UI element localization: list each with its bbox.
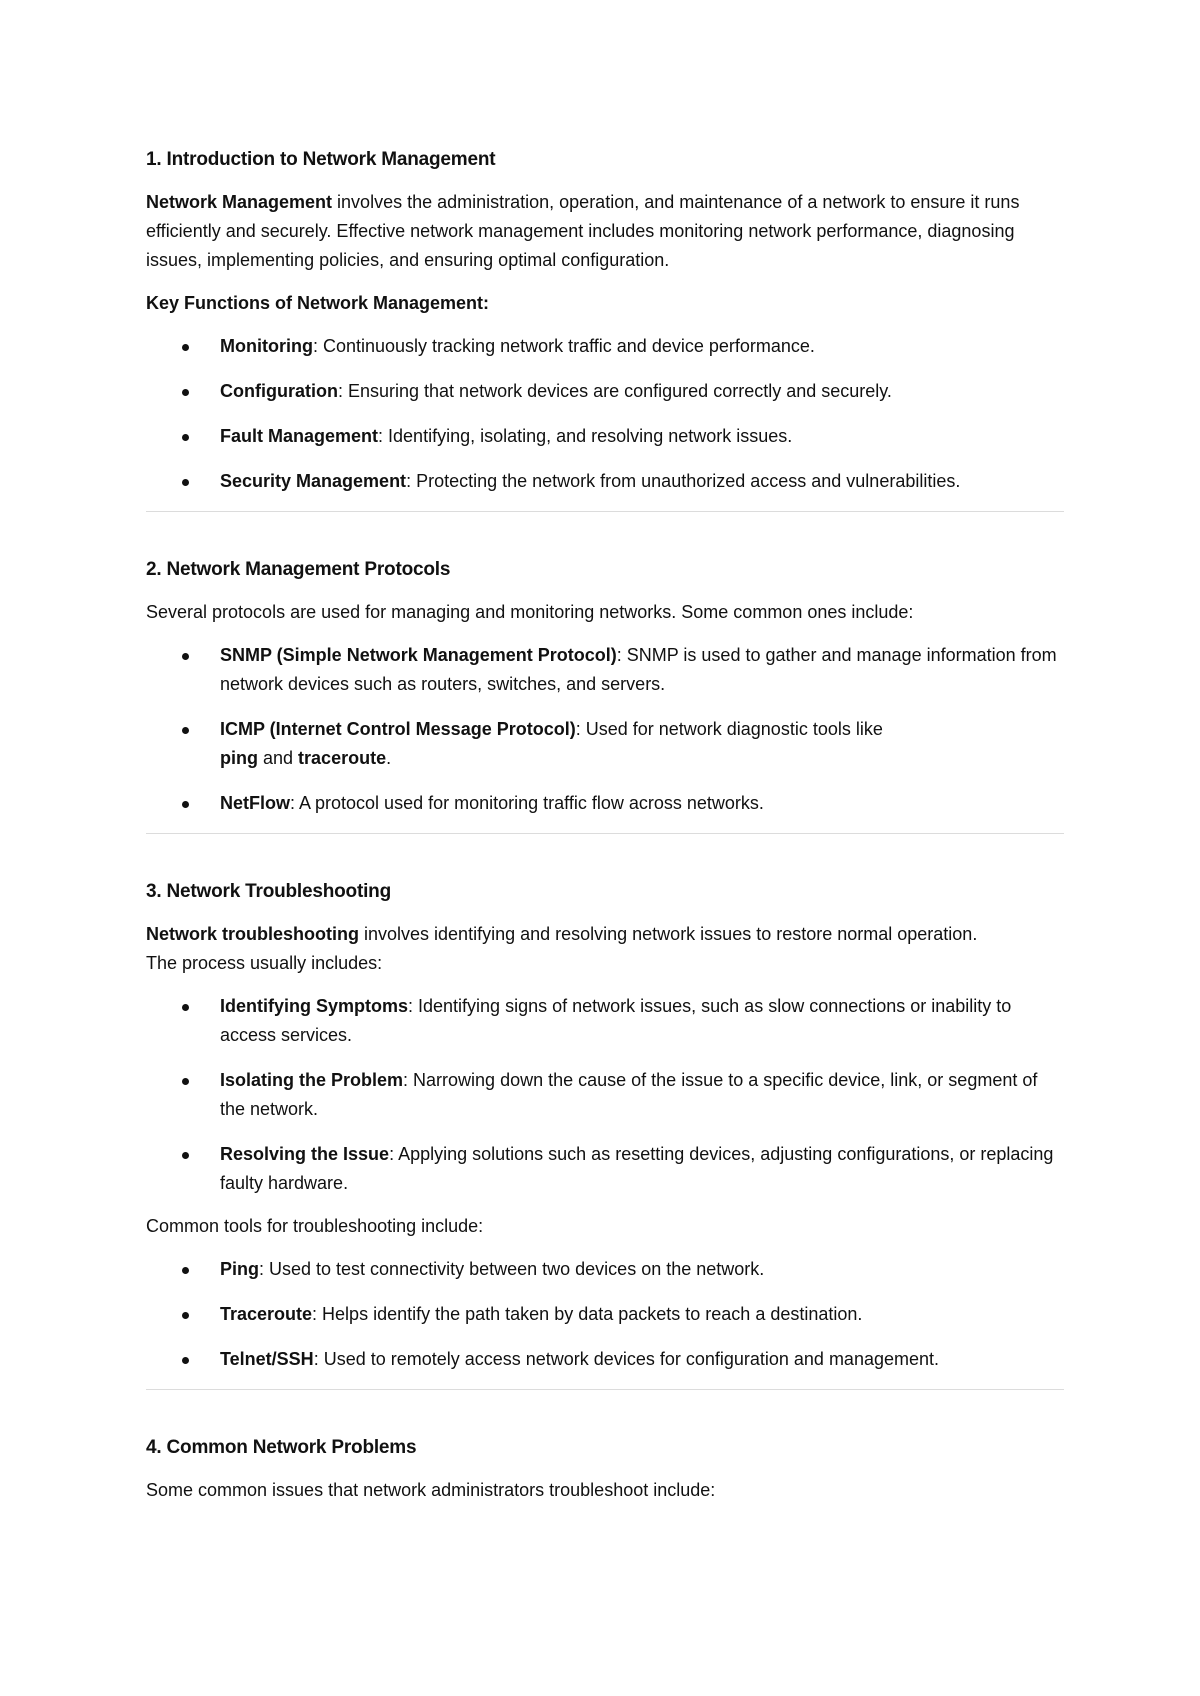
list-item: Traceroute: Helps identify the path taken by data packets to reach a destination.: [146, 1300, 1064, 1329]
list-item: ICMP (Internet Control Message Protocol): Used for network diagnostic tools like ping and traceroute.: [146, 715, 1064, 773]
list-item: SNMP (Simple Network Management Protocol): SNMP is used to gather and manage information from network devices such as routers, switches, and servers.: [146, 641, 1064, 699]
document-page: [146, 146, 1064, 1505]
section-title: 4. Common Network Problems: [146, 1437, 417, 1458]
section-title: 3. Network Troubleshooting: [146, 881, 391, 902]
list-item: NetFlow: A protocol used for monitoring traffic flow across networks.: [146, 789, 1064, 818]
section-divider: [146, 833, 1064, 834]
intro-term: Network Management: [146, 192, 333, 212]
bullet-icon: [182, 1267, 189, 1274]
section-title: 1. Introduction to Network Management: [146, 149, 496, 170]
subheading: Key Functions of Network Management:: [146, 293, 490, 313]
section-common-problems: [146, 1434, 1064, 1505]
list-item: Fault Management: Identifying, isolating, and resolving network issues.: [146, 422, 1064, 451]
bullet-icon: [182, 344, 189, 351]
list-item: Identifying Symptoms: Identifying signs of network issues, such as slow connections or inability to access services.: [146, 992, 1064, 1050]
bullet-icon: [182, 389, 189, 396]
section-divider: [146, 511, 1064, 512]
list-item: Monitoring: Continuously tracking network traffic and device performance.: [146, 332, 1064, 361]
key-functions-list: [146, 332, 1064, 496]
intro-paragraph: Network troubleshooting involves identifying and resolving network issues to restore normal operation. The process usually includes:: [146, 924, 978, 973]
bullet-icon: [182, 434, 189, 441]
intro-text: involves the administration, operation, and maintenance of a network to ensure it runs efficiently and securely. Effective network management includes monitoring network performance, diagnosing issues, implementing policies, and ensuring optimal configuration.: [146, 192, 1020, 270]
list-item: Isolating the Problem: Narrowing down the cause of the issue to a specific device, link, or segment of the network.: [146, 1066, 1064, 1124]
section-introduction: [146, 146, 1064, 512]
list-item: Resolving the Issue: Applying solutions such as resetting devices, adjusting configurations, or replacing faulty hardware.: [146, 1140, 1064, 1198]
bullet-icon: [182, 1152, 189, 1159]
bullet-icon: [182, 801, 189, 808]
tools-intro: Common tools for troubleshooting include:: [146, 1216, 484, 1236]
bullet-icon: [182, 479, 189, 486]
bullet-icon: [182, 1004, 189, 1011]
list-item: Ping: Used to test connectivity between two devices on the network.: [146, 1255, 1064, 1284]
bullet-icon: [182, 1312, 189, 1319]
list-item: Security Management: Protecting the network from unauthorized access and vulnerabilities.: [146, 467, 1064, 496]
process-list: [146, 992, 1064, 1198]
section-intro: Several protocols are used for managing and monitoring networks. Some common ones include:: [146, 602, 914, 622]
bullet-icon: [182, 1078, 189, 1085]
list-item: Configuration: Ensuring that network devices are configured correctly and securely.: [146, 377, 1064, 406]
list-item: Telnet/SSH: Used to remotely access network devices for configuration and management.: [146, 1345, 1064, 1374]
intro-paragraph: [146, 188, 1064, 275]
section-protocols: [146, 556, 1064, 834]
protocols-list: [146, 641, 1064, 818]
bullet-icon: [182, 1357, 189, 1364]
section-title: 2. Network Management Protocols: [146, 559, 451, 580]
bullet-icon: [182, 727, 189, 734]
bullet-icon: [182, 653, 189, 660]
section-troubleshooting: [146, 878, 1064, 1390]
tools-list: [146, 1255, 1064, 1374]
section-divider: [146, 1389, 1064, 1390]
section-intro: Some common issues that network administrators troubleshoot include:: [146, 1480, 716, 1500]
